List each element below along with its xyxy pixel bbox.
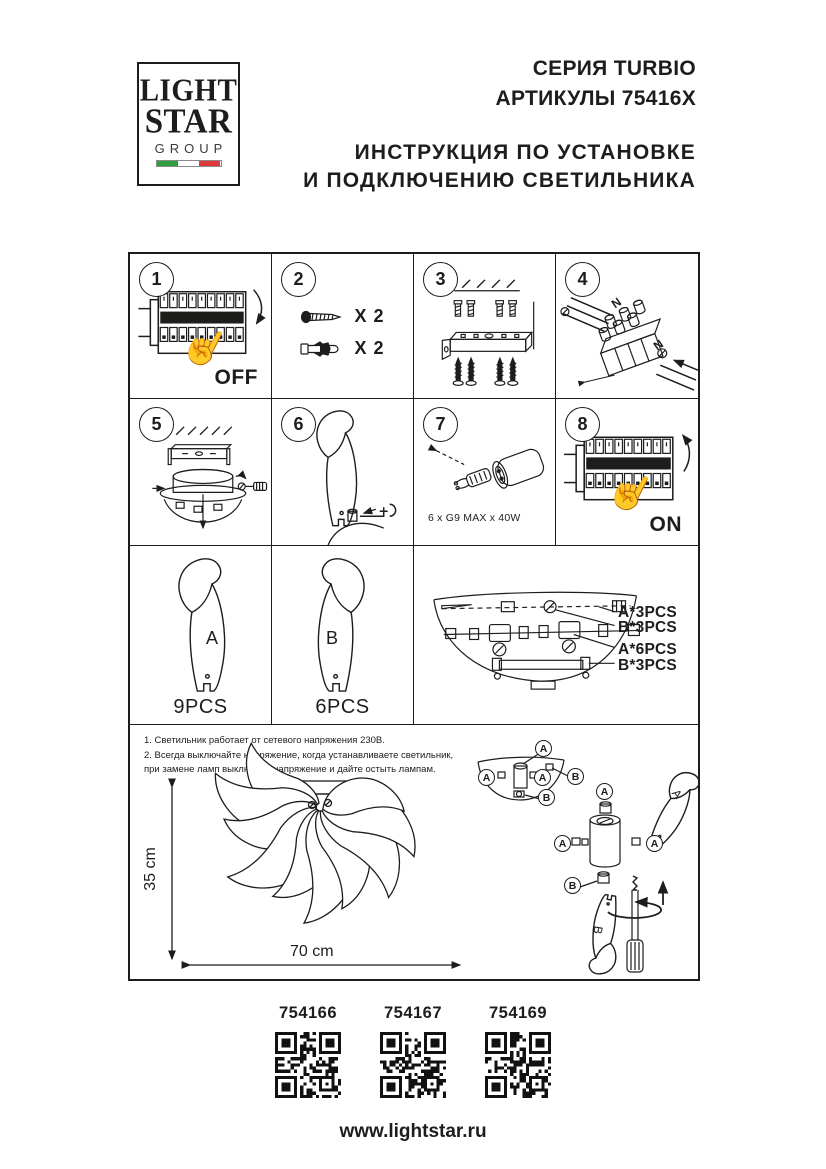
- italian-flag-icon: [156, 160, 222, 167]
- instruction-title-line2: И ПОДКЛЮЧЕНИЮ СВЕТИЛЬНИКА: [303, 168, 696, 192]
- step-8-number: 8: [565, 407, 600, 442]
- logo-word-group: GROUP: [154, 141, 228, 157]
- note-line-1: 1. Светильник работает от сетевого напряжения 230В.: [144, 735, 385, 746]
- screw-qty-label: X 2: [354, 306, 385, 326]
- step-5-number: 5: [139, 407, 174, 442]
- on-label: ON: [649, 513, 682, 536]
- article-number: 754169: [488, 1004, 548, 1022]
- instruction-title-line1: ИНСТРУКЦИЯ ПО УСТАНОВКЕ: [354, 140, 696, 164]
- overview-cell: [130, 725, 698, 979]
- articles-title: АРТИКУЛЫ 75416X: [495, 86, 696, 110]
- header-titles: [303, 54, 696, 194]
- qr-group: [485, 1004, 551, 1098]
- width-dimension-label: 70 cm: [290, 943, 334, 960]
- part-b-cell: [272, 546, 414, 725]
- step-4-number: 4: [565, 262, 600, 297]
- logo-word-light: LIGHT: [139, 73, 238, 109]
- hardware-label-b3b: B*3PCS: [618, 657, 677, 674]
- pointing-hand-icon: ☝: [175, 317, 236, 376]
- step-8-cell: [556, 399, 698, 546]
- assembly-marker-b: B: [564, 877, 581, 894]
- lightstar-logo: [137, 62, 240, 186]
- step-7-cell: [414, 399, 556, 546]
- qr-code-754169: [485, 1032, 551, 1098]
- website-url: www.lightstar.ru: [339, 1121, 487, 1142]
- step-6-number: 6: [281, 407, 316, 442]
- hardware-label-a3: A*3PCS: [618, 604, 677, 621]
- assembly-marker-a: A: [646, 835, 663, 852]
- part-a-cell: [130, 546, 272, 725]
- assembly-marker-a: A: [596, 783, 613, 800]
- dowel-icon: [300, 340, 344, 358]
- qr-code-754167: [380, 1032, 446, 1098]
- neutral-wire-label-right: N: [650, 336, 666, 354]
- assembly-marker-a: A: [534, 769, 551, 786]
- article-number: 754167: [383, 1004, 443, 1022]
- neutral-wire-label-top: N: [608, 294, 624, 312]
- qr-code-754166: [275, 1032, 341, 1098]
- hardware-label-b3a: B*3PCS: [618, 619, 677, 636]
- logo-word-star: STAR: [144, 103, 233, 141]
- step-7-number: 7: [423, 407, 458, 442]
- assembly-marker-b: B: [538, 789, 555, 806]
- assembly-illustration: [460, 730, 698, 979]
- dowel-qty-label: X 2: [354, 338, 385, 358]
- qr-group: [275, 1004, 341, 1098]
- step-3-number: 3: [423, 262, 458, 297]
- dome-hardware-cell: [414, 546, 698, 725]
- part-b-letter: B: [326, 628, 339, 648]
- assembly-blade-a-letter: A: [669, 786, 685, 802]
- assembly-blade-b-letter: B: [590, 924, 606, 936]
- step-3-cell: [414, 254, 556, 399]
- assembly-marker-a: A: [478, 769, 495, 786]
- instruction-grid: [128, 252, 700, 981]
- part-a-letter: A: [206, 628, 219, 648]
- assembly-marker-a: A: [535, 740, 552, 757]
- note-line-2: 2. Всегда выключайте напряжение, когда устанавливаете светильник,: [144, 749, 454, 761]
- step-2-cell: [272, 254, 414, 399]
- assembly-marker-a: A: [554, 835, 571, 852]
- part-a-quantity: 9PCS: [173, 696, 228, 718]
- step-2-number: 2: [281, 262, 316, 297]
- height-dimension-label: 35 cm: [141, 847, 159, 891]
- qr-group: [380, 1004, 446, 1098]
- step-5-cell: [130, 399, 272, 546]
- part-b-quantity: 6PCS: [315, 696, 370, 718]
- assembly-marker-b: B: [567, 768, 584, 785]
- article-number: 754166: [278, 1004, 338, 1022]
- step-1-number: 1: [139, 262, 174, 297]
- bulb-spec-label: 6 x G9 MAX x 40W: [428, 512, 521, 524]
- step-1-cell: [130, 254, 272, 399]
- screw-icon: [300, 309, 344, 325]
- pointing-hand-icon: ☝: [601, 462, 662, 521]
- note-line-3: при замене ламп выключите напряжение и дайте остыть лампам.: [144, 764, 436, 776]
- series-title: СЕРИЯ TURBIO: [532, 57, 696, 80]
- step-4-cell: [556, 254, 698, 399]
- qr-section: [0, 1004, 826, 1098]
- off-label: OFF: [214, 366, 258, 389]
- step-6-cell: [272, 399, 414, 546]
- hardware-label-a6: A*6PCS: [618, 641, 677, 658]
- safety-notes: [144, 734, 474, 778]
